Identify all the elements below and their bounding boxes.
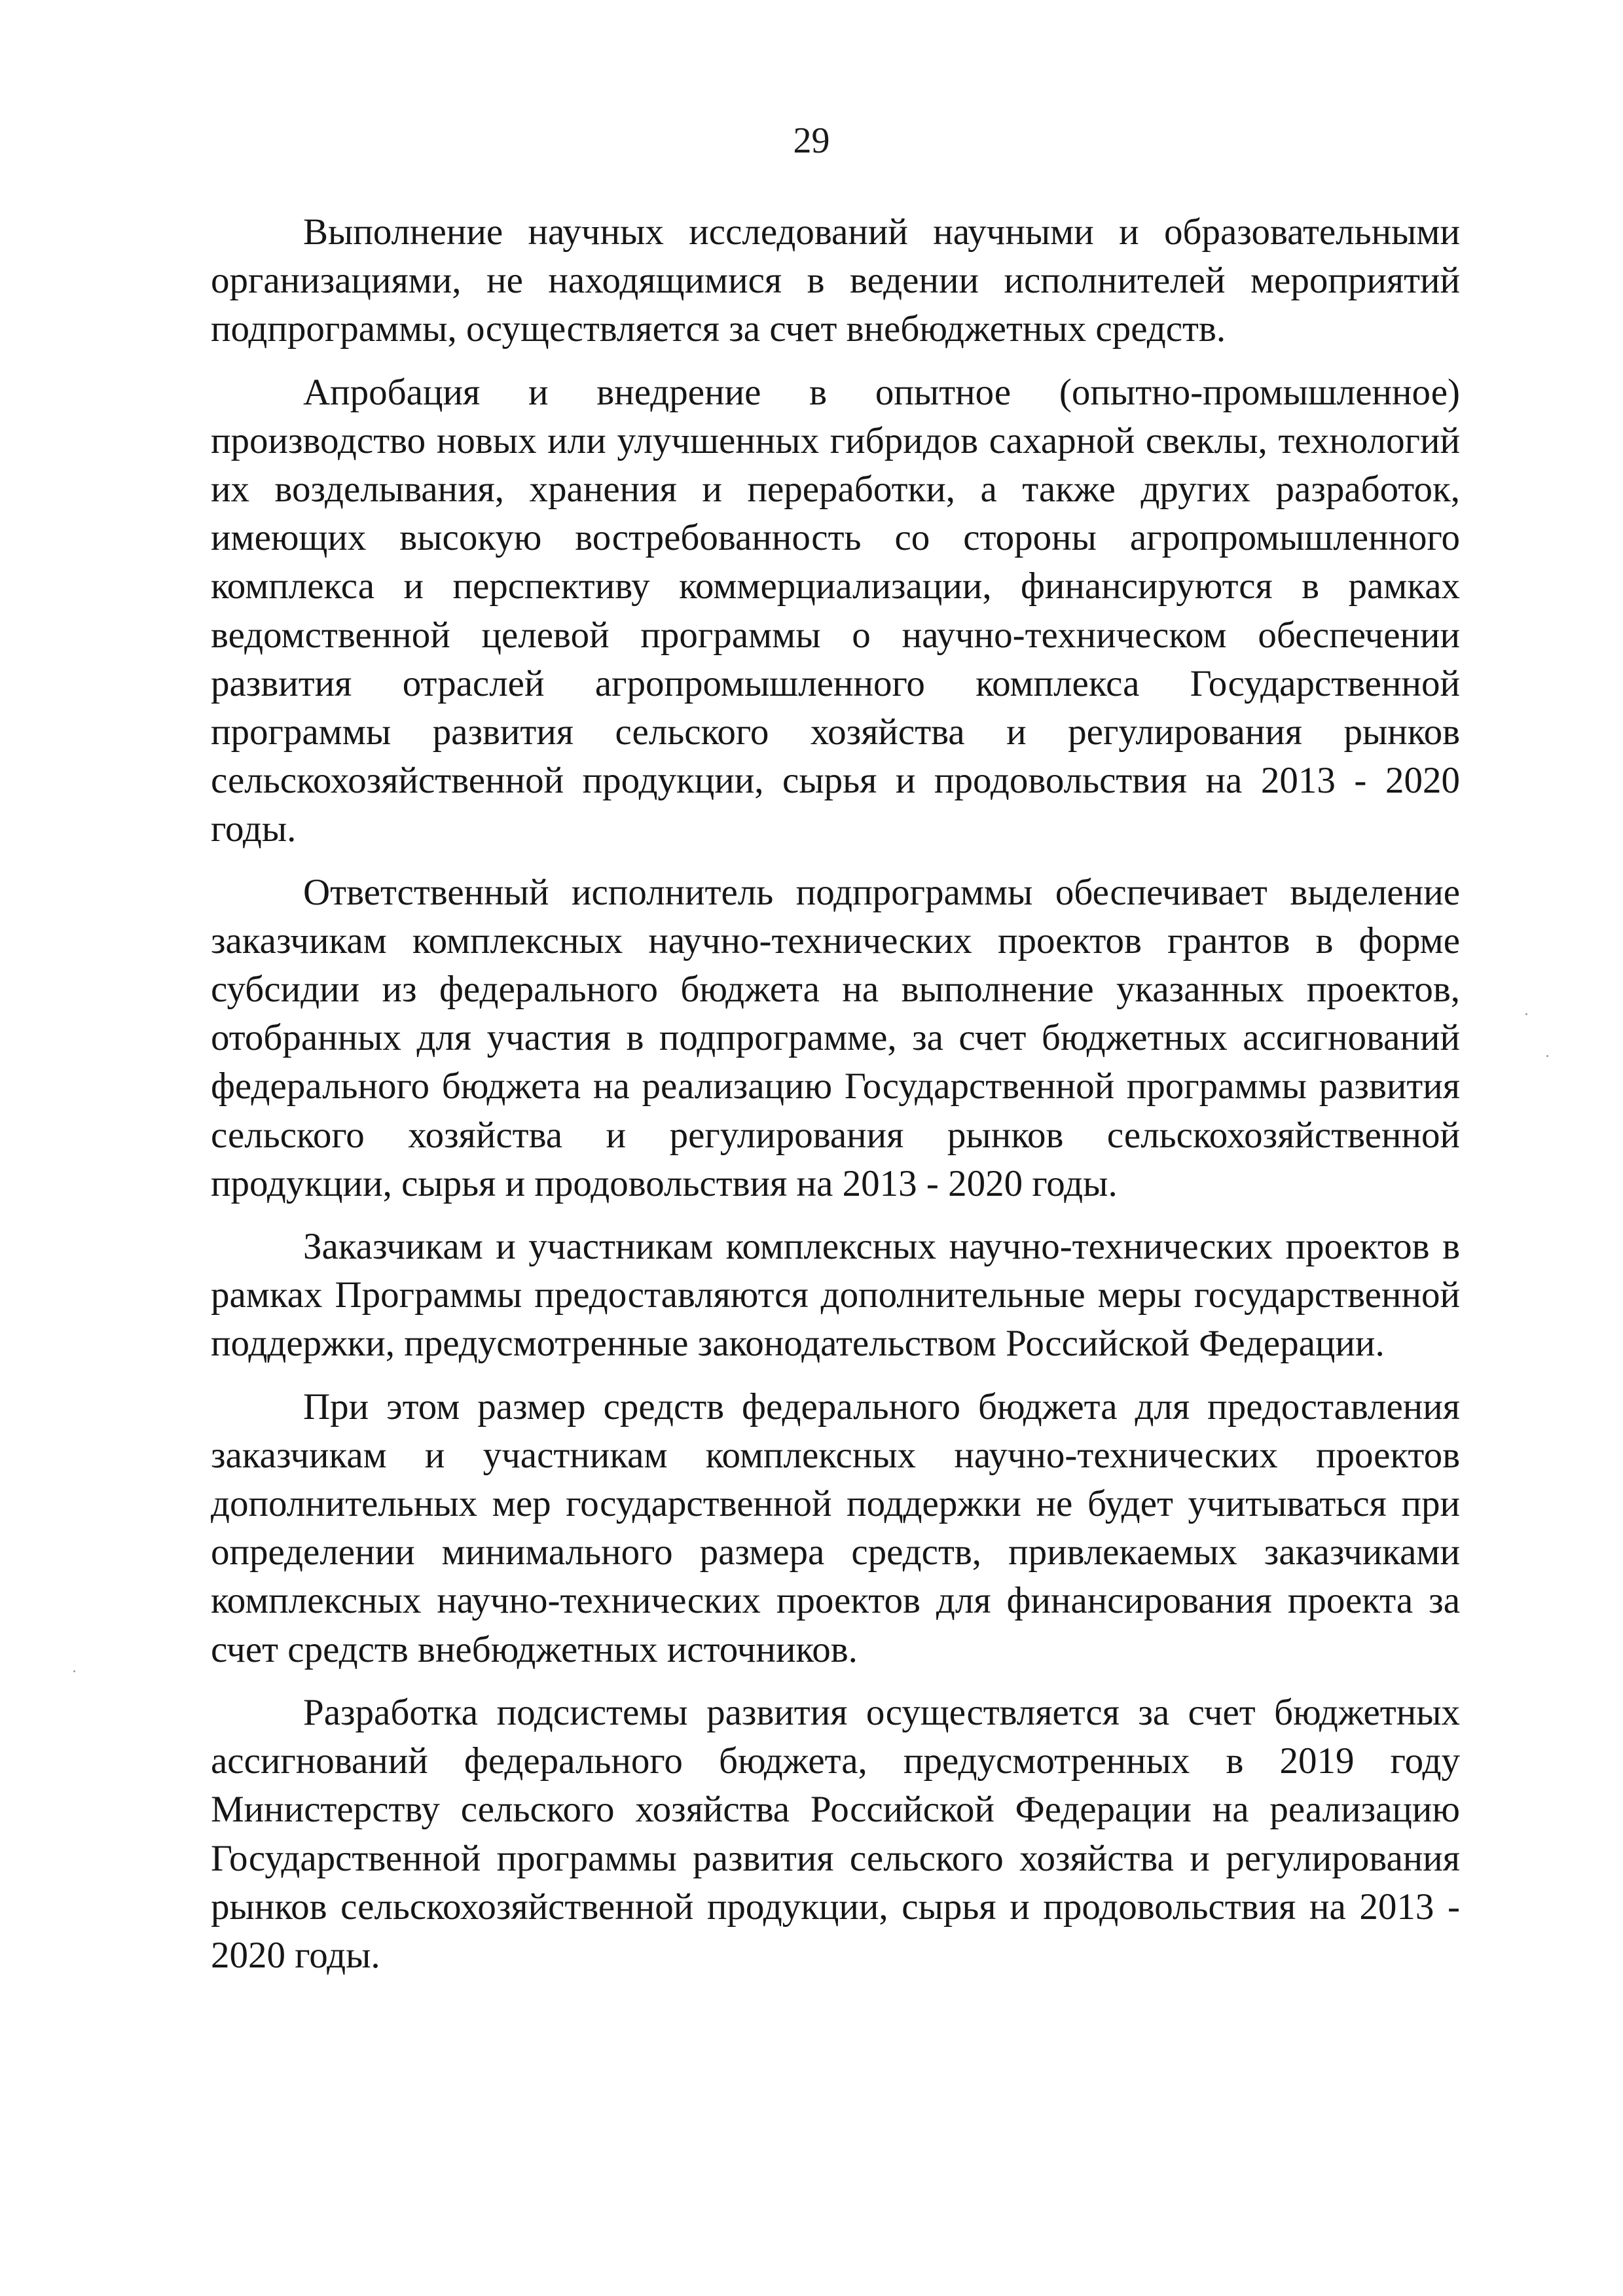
paragraph-budget-size: При этом размер средств федерального бюджета для предоставления заказчикам и участникам комплексных научно-технических проектов дополнительных мер государственной поддержки не будет учитываться при определении минимального размера средств, привлекаемых заказчиками комплексных научно-технических проектов для финансирования проекта за счет средств внебюджетных источников. — [211, 1386, 1460, 1670]
document-body — [211, 208, 1460, 1980]
paragraph-subsystem-development: Разработка подсистемы развития осуществляется за счет бюджетных ассигнований федерального бюджета, предусмотренных в 2019 году Министерству сельского хозяйства Российской Федерации на реализацию Государственной программы развития сельского хозяйства и регулирования рынков сельскохозяйственной продукции, сырья и продовольствия на 2013 - 2020 годы. — [211, 1691, 1460, 1976]
paragraph-support-measures: Заказчикам и участникам комплексных научно-технических проектов в рамках Программы предоставляются дополнительные меры государственной поддержки, предусмотренные законодательством Российской Федерации. — [211, 1226, 1460, 1365]
paragraph-research-funding: Выполнение научных исследований научными и образовательными организациями, не находящимися в ведении исполнителей мероприятий подпрограммы, осуществляется за счет внебюджетных средств. — [211, 211, 1460, 350]
page-number: 29 — [793, 120, 830, 161]
scan-speck — [1546, 1055, 1548, 1057]
scan-speck — [73, 1670, 75, 1672]
paragraph-grants: Ответственный исполнитель подпрограммы обеспечивает выделение заказчикам комплексных научно-технических проектов грантов в форме субсидии из федерального бюджета на выполнение указанных проектов, отобранных для участия в подпрограмме, за счет бюджетных ассигнований федерального бюджета на реализацию Государственной программы развития сельского хозяйства и регулирования рынков сельскохозяйственной продукции, сырья и продовольствия на 2013 - 2020 годы. — [211, 871, 1460, 1204]
scan-speck — [1525, 1013, 1527, 1015]
paragraph-approbation: Апробация и внедрение в опытное (опытно-промышленное) производство новых или улучшенных гибридов сахарной свеклы, технологий их возделывания, хранения и переработки, а также других разработок, имеющих высокую востребованность со стороны агропромышленного комплекса и перспективу коммерциализации, финансируются в рамках ведомственной целевой программы о научно-техническом обеспечении развития отраслей агропромышленного комплекса Государственной программы развития сельского хозяйства и регулирования рынков сельскохозяйственной продукции, сырья и продовольствия на 2013 - 2020 годы. — [211, 371, 1460, 850]
